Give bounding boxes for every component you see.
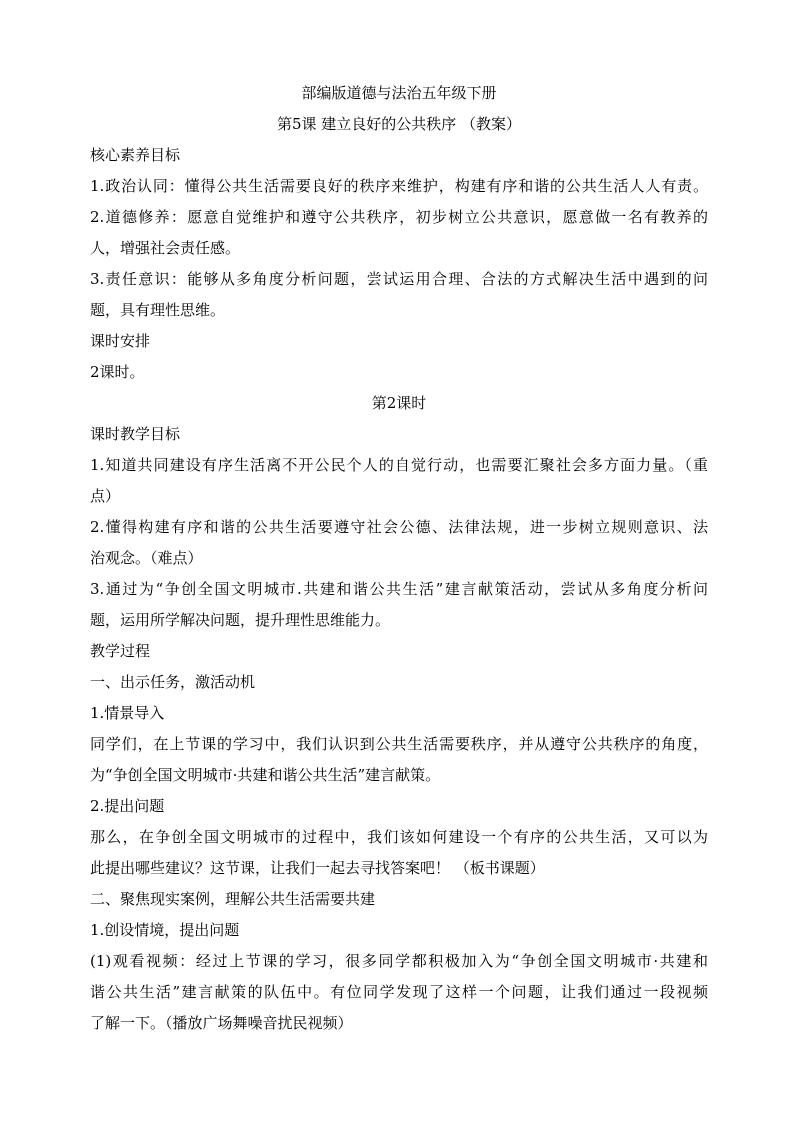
- text-line: 治观念。（难点）: [90, 549, 203, 567]
- text-line: 3.通过为“争创全国文明城市.共建和谐公共生活”建言献策活动，尝试从多角度分析问: [90, 580, 708, 598]
- text-line: 2.懂得构建有序和谐的公共生活要遵守社会公德、法律法规，进一步树立规则意识、法: [90, 518, 708, 536]
- text-line: (1)观看视频：经过上节课的学习，很多同学都积极加入为“争创全国文明城市·共建和: [90, 952, 708, 970]
- text-line: 1.情景导入: [90, 704, 165, 722]
- text-line: 1.创设情境，提出问题: [90, 921, 240, 939]
- text-line: 核心素养目标: [90, 146, 181, 164]
- text-line: 课时教学目标: [90, 425, 181, 443]
- text-line: 那么，在争创全国文明城市的过程中，我们该如何建设一个有序的公共生活，又可以为: [90, 828, 708, 846]
- text-line: 教学过程: [90, 642, 151, 660]
- text-line: 一、出示任务，激活动机: [90, 673, 256, 691]
- text-line: 此提出哪些建议？这节课，让我们一起去寻找答案吧！ （板书课题）: [90, 859, 545, 877]
- text-line: 2.道德修养：愿意自觉维护和遵守公共秩序，初步树立公共意识，愿意做一名有教养的: [90, 208, 708, 226]
- text-line: 二、聚焦现实案例，理解公共生活需要共建: [90, 890, 376, 908]
- document-page: [90, 78, 708, 1039]
- text-line: 3.责任意识：能够从多角度分析问题，尝试运用合理、合法的方式解决生活中遇到的问: [90, 270, 708, 288]
- document-subtitle: 第5课 建立良好的公共秩序 （教案）: [276, 115, 522, 133]
- text-line: 人，增强社会责任感。: [90, 239, 241, 257]
- text-line: 为“争创全国文明城市·共建和谐公共生活”建言献策。: [90, 766, 441, 784]
- text-line: 2课时。: [90, 363, 145, 381]
- document-title: 部编版道德与法治五年级下册: [301, 84, 497, 102]
- document-body: [90, 140, 708, 1039]
- text-line: 题，具有理性思维。: [90, 301, 226, 319]
- text-line: 同学们，在上节课的学习中，我们认识到公共生活需要秩序，并从遵守公共秩序的角度，: [90, 735, 708, 753]
- text-line: 课时安排: [90, 332, 151, 350]
- text-line: 谐公共生活”建言献策的队伍中。有位同学发现了这样一个问题，让我们通过一段视频: [90, 983, 708, 1001]
- text-line: 点）: [90, 487, 121, 505]
- text-line: 第2课时: [371, 394, 427, 412]
- text-line: 2.提出问题: [90, 797, 165, 815]
- text-line: 1.知道共同建设有序生活离不开公民个人的自觉行动，也需要汇聚社会多方面力量。（重: [90, 456, 708, 474]
- text-line: 了解一下。（播放广场舞噪音扰民视频）: [90, 1014, 353, 1032]
- text-line: 1.政治认同：懂得公共生活需要良好的秩序来维护，构建有序和谐的公共生活人人有责。: [90, 177, 708, 195]
- text-line: 题，运用所学解决问题，提升理性思维能力。: [90, 611, 391, 629]
